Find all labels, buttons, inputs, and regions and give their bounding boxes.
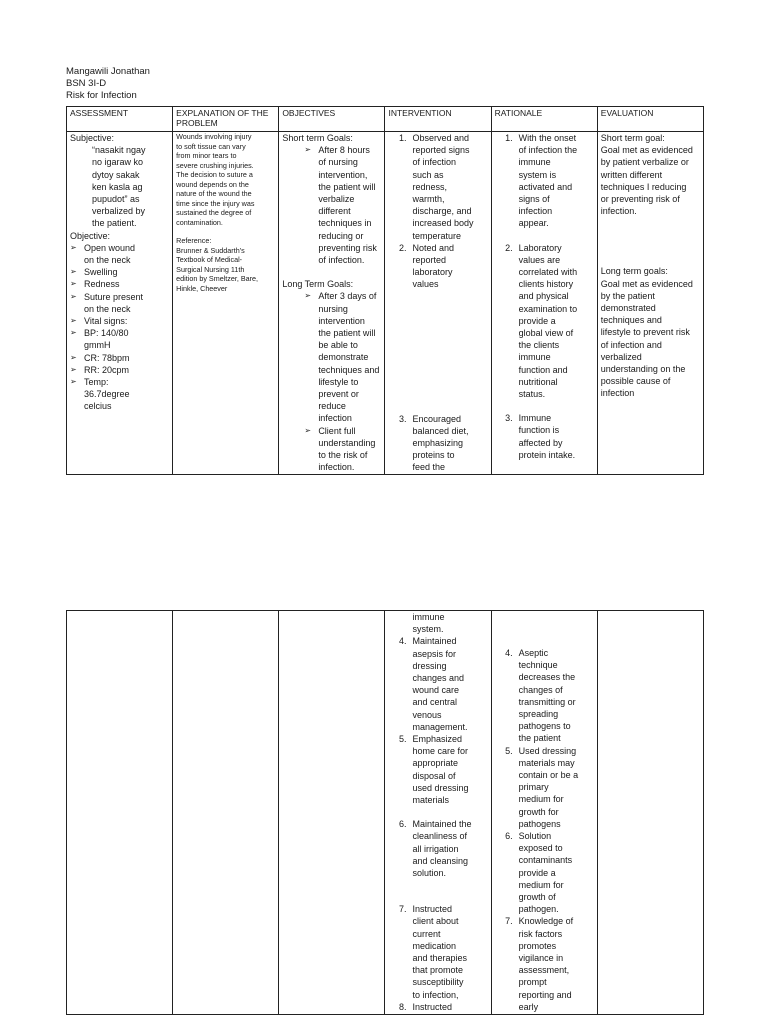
eval-long-line: techniques and <box>600 315 662 326</box>
objective-item <box>70 291 169 315</box>
rationale-item <box>495 745 594 830</box>
reference-line: Textbook of Medical- <box>176 255 243 264</box>
intervention-item-line: materials <box>412 795 449 806</box>
explanation-line: from minor tears to <box>176 151 237 160</box>
intervention-item-line: of infection <box>412 157 456 168</box>
short-goal-item-line: of infection. <box>318 255 365 266</box>
objective-item-line: Redness <box>84 279 120 290</box>
rationale-item-line: primary <box>518 782 549 793</box>
objective-label: Objective: <box>70 230 111 241</box>
objective-item-line: 36.7degree <box>84 389 130 400</box>
long-goal-item-line: the patient will <box>318 328 376 339</box>
subjective-line: pupudot” as <box>92 194 140 205</box>
intervention-item-line: client about <box>412 916 459 927</box>
assessment-cell <box>67 132 173 475</box>
nursing-diagnosis: Risk for Infection <box>66 90 137 101</box>
care-plan-table-page2 <box>66 610 704 1015</box>
short-goal-item <box>304 144 381 266</box>
rationale-item-line: technique <box>518 660 558 671</box>
intervention-item-line: cleanliness of <box>412 831 468 842</box>
reference-label: Reference: <box>176 236 212 245</box>
rationale-item-line: medium for <box>518 879 564 890</box>
eval-long-line: lifestyle to prevent risk <box>600 327 690 338</box>
long-goal-item-line: understanding <box>318 437 376 448</box>
short-goal-item-line: preventing risk <box>318 242 377 253</box>
eval-long-line: understanding on the <box>600 364 686 375</box>
objective-item-line: CR: 78bpm <box>84 352 130 363</box>
rationale-item-line: correlated with <box>518 267 578 278</box>
explanation-cell-cont <box>173 611 279 1015</box>
rationale-item <box>495 412 594 461</box>
intervention-item-line: proteins to <box>412 450 455 461</box>
rationale-item-line: infection <box>518 206 553 217</box>
rationale-item-line: provide a <box>518 867 556 878</box>
explanation-line: nature of the wound the <box>176 189 252 198</box>
objective-item-line: Temp: <box>84 377 109 388</box>
student-name: Mangawili Jonathan <box>66 66 150 77</box>
eval-long-line: by the patient <box>600 290 655 301</box>
rationale-item-number: 5. <box>505 745 513 756</box>
column-header-rationale: RATIONALE <box>491 107 597 132</box>
long-goal-item-line: Client full <box>318 425 356 436</box>
rationale-item-line: Knowledge of <box>518 916 574 927</box>
rationale-item-line: With the onset <box>518 133 577 143</box>
rationale-item-line: medium for <box>518 794 564 805</box>
intervention-item-line: reported <box>412 255 446 266</box>
eval-long-line: demonstrated <box>600 303 656 314</box>
eval-long-line: infection <box>600 388 635 399</box>
intervention-item-line: appropriate <box>412 758 459 769</box>
eval-short-line: or preventing risk of <box>600 194 680 205</box>
intervention-item-line: venous <box>412 709 442 720</box>
long-goal-item <box>304 425 381 474</box>
rationale-item-line: nutritional <box>518 376 558 387</box>
eval-short-line: infection. <box>600 206 637 217</box>
rationale-item-line: reporting and <box>518 989 572 1000</box>
rationale-item-line: signs of <box>518 194 550 205</box>
rationale-item-line: and physical <box>518 291 569 302</box>
student-section: BSN 3I-D <box>66 78 107 89</box>
arrow-bullet-icon: ➢ <box>70 377 77 387</box>
short-goal-item-line: techniques in <box>318 218 372 229</box>
long-goal-item-line: techniques and <box>318 364 380 375</box>
rationale-item-number: 4. <box>505 648 513 658</box>
eval-long-label: Long term goals: <box>600 266 668 277</box>
long-term-goals-label: Long Term Goals: <box>282 279 354 290</box>
rationale-item-line: appear. <box>518 218 549 229</box>
intervention-item-line: solution. <box>412 868 446 879</box>
rationale-item-line: growth of <box>518 892 556 903</box>
explanation-line: The decision to suture a <box>176 170 253 179</box>
objective-item <box>70 315 169 327</box>
eval-long-line: possible cause of <box>600 376 671 387</box>
intervention-item-line: increased body <box>412 218 474 229</box>
intervention-item-number: 7. <box>398 904 407 915</box>
short-term-goals-list <box>282 144 381 266</box>
rationale-item-line: vigilance in <box>518 953 564 964</box>
short-goal-item-line: of nursing <box>318 157 358 168</box>
rationale-item-line: growth for <box>518 806 559 817</box>
intervention-item <box>388 733 487 806</box>
objective-item-line: Suture present <box>84 291 144 302</box>
eval-short-text <box>601 144 700 217</box>
explanation-line: sustained the degree of <box>176 208 252 217</box>
arrow-bullet-icon: ➢ <box>70 279 77 289</box>
rationale-item-line: clients history <box>518 279 574 290</box>
intervention-item-line: that promote <box>412 965 463 976</box>
evaluation-cell-cont <box>597 611 703 1015</box>
rationale-item <box>495 242 594 401</box>
intervention-item-number: 4. <box>398 636 407 647</box>
rationale-item-line: exposed to <box>518 843 563 854</box>
intervention-item-number: 2. <box>398 242 407 253</box>
short-goal-item-line: different <box>318 206 351 217</box>
intervention-cont-line: immune <box>412 612 445 622</box>
intervention-item-line: temperature <box>412 230 461 241</box>
intervention-item-line: feed the <box>412 462 445 473</box>
reference-line: Brunner & Suddarth’s <box>176 245 245 255</box>
intervention-item-line: reported signs <box>412 145 470 156</box>
intervention-item-line: and central <box>412 697 457 708</box>
long-goal-item-line: intervention <box>318 315 365 326</box>
rationale-item-line: Laboratory <box>518 242 562 253</box>
column-header-assessment: ASSESSMENT <box>67 107 173 132</box>
long-goal-item <box>304 290 381 424</box>
column-header-explanation: EXPLANATION OF THE PROBLEM <box>173 107 279 132</box>
arrow-bullet-icon: ➢ <box>70 242 77 252</box>
explanation-line: Wounds involving injury <box>176 132 252 141</box>
intervention-item-number: 5. <box>398 734 407 745</box>
rationale-item-line: materials may <box>518 757 575 768</box>
eval-long-line: verbalized <box>600 351 642 362</box>
intervention-item <box>388 413 487 474</box>
reference-line: Surgical Nursing 11th <box>176 264 245 274</box>
intervention-item-line: susceptibility <box>412 977 464 988</box>
arrow-bullet-icon: ➢ <box>70 328 77 338</box>
rationale-item <box>495 830 594 915</box>
rationale-item-line: of infection the <box>518 145 578 156</box>
intervention-item-number: 3. <box>398 413 407 424</box>
rationale-item <box>495 132 594 230</box>
objective-item-line: gmmH <box>84 340 111 351</box>
long-goal-item-line: demonstrate <box>318 352 369 363</box>
rationale-item-line: pathogen. <box>518 904 559 915</box>
rationale-item-line: function and <box>518 364 568 375</box>
rationale-item <box>495 647 594 745</box>
assessment-cell-cont <box>67 611 173 1015</box>
objective-item-line: RR: 20cpm <box>84 364 130 375</box>
subjective-text <box>70 144 169 229</box>
subjective-line: “nasakit ngay <box>92 145 146 156</box>
rationale-item-line: risk factors <box>518 928 563 939</box>
intervention-cell <box>385 132 491 475</box>
subjective-label: Subjective: <box>70 133 115 143</box>
intervention-item-line: Observed and <box>412 133 470 143</box>
explanation-line: wound depends on the <box>176 179 249 189</box>
intervention-item-line: such as <box>412 169 444 180</box>
arrow-bullet-icon: ➢ <box>304 291 312 301</box>
column-header-intervention: INTERVENTION <box>385 107 491 132</box>
long-goal-item-line: lifestyle to <box>318 376 359 387</box>
objectives-cell <box>279 132 385 475</box>
intervention-item-number: 8. <box>398 1001 407 1012</box>
intervention-item-line: asepsis for <box>412 648 456 659</box>
arrow-bullet-icon: ➢ <box>70 352 77 362</box>
rationale-item-line: the patient <box>518 733 561 744</box>
rationale-item-number: 2. <box>505 242 513 253</box>
intervention-item-line: management. <box>412 721 468 732</box>
intervention-item <box>388 132 487 242</box>
intervention-cell-cont <box>385 611 491 1015</box>
objectives-cell-cont <box>279 611 385 1015</box>
eval-long-line: Goal met as evidenced <box>600 278 693 289</box>
rationale-item-number: 6. <box>505 831 513 842</box>
intervention-item-line: used dressing <box>412 782 469 793</box>
short-goal-item-line: the patient will <box>318 181 376 192</box>
rationale-cell <box>491 132 597 475</box>
evaluation-cell <box>597 132 703 475</box>
rationale-item-line: Used dressing <box>518 745 577 756</box>
long-goal-item-line: prevent or <box>318 389 359 400</box>
short-goal-item-line: verbalize <box>318 194 355 205</box>
rationale-item-line: activated and <box>518 181 573 192</box>
rationale-item-line: contaminants <box>518 855 573 866</box>
intervention-item-line: Noted and <box>412 242 455 253</box>
intervention-item-line: changes and <box>412 673 465 684</box>
intervention-item-line: and therapies <box>412 953 468 964</box>
intervention-item-line: emphasizing <box>412 438 463 449</box>
rationale-item-line: immune <box>518 352 551 363</box>
rationale-item <box>495 915 594 1013</box>
rationale-item-line: global view of <box>518 328 574 339</box>
objective-item <box>70 327 169 351</box>
intervention-item-line: Instructed <box>412 904 452 915</box>
intervention-item-line: Instructed <box>412 1001 452 1012</box>
eval-short-label: Short term goal: <box>600 133 665 143</box>
document-header <box>66 66 150 102</box>
intervention-item-number: 1. <box>398 133 407 143</box>
intervention-item <box>388 818 487 879</box>
rationale-item-line: transmitting or <box>518 696 576 707</box>
objective-item <box>70 376 169 413</box>
intervention-item-number: 6. <box>398 819 407 830</box>
rationale-item-line: early <box>518 1001 539 1012</box>
rationale-item-number: 1. <box>505 133 513 143</box>
arrow-bullet-icon: ➢ <box>70 291 77 301</box>
rationale-item-line: the clients <box>518 340 560 351</box>
rationale-item-line: Aseptic <box>518 648 549 658</box>
subjective-line: dytoy sakak <box>92 169 140 180</box>
rationale-item-line: changes of <box>518 684 563 695</box>
eval-short-line: Goal met as evidenced <box>600 145 693 156</box>
intervention-item <box>388 242 487 291</box>
subjective-line: ken kasla ag <box>92 181 143 192</box>
short-goal-item-line: reducing or <box>318 230 364 241</box>
reference-line: edition by Smeltzer, Bare, <box>176 274 259 283</box>
rationale-item-line: Solution <box>518 831 552 842</box>
explanation-cell <box>173 132 279 475</box>
intervention-item-line: values <box>412 279 439 290</box>
eval-short-line: techniques I reducing <box>600 181 687 192</box>
objective-item-line: on the neck <box>84 303 131 314</box>
objective-item <box>70 352 169 364</box>
reference-text <box>176 246 275 294</box>
long-goal-item-line: infection <box>318 413 352 424</box>
objective-item <box>70 266 169 278</box>
objective-item-line: Swelling <box>84 267 118 278</box>
rationale-item-line: assessment, <box>518 965 570 976</box>
column-header-evaluation: EVALUATION <box>597 107 703 132</box>
long-goal-item-line: nursing <box>318 303 348 314</box>
intervention-item-line: dressing <box>412 660 447 671</box>
explanation-line: severe crushing injuries. <box>176 160 254 170</box>
long-goal-item-line: be able to <box>318 340 358 351</box>
long-term-goals-list <box>282 290 381 473</box>
intervention-item-line: and cleansing <box>412 855 469 866</box>
rationale-item-line: examination to <box>518 303 578 314</box>
intervention-item-line: laboratory <box>412 267 453 278</box>
intervention-cont-line: system. <box>412 624 444 635</box>
intervention-item-line: warmth, <box>412 194 445 205</box>
explanation-line: contamination. <box>176 217 223 227</box>
rationale-item-line: pathogens <box>518 818 561 829</box>
column-header-objectives: OBJECTIVES <box>279 107 385 132</box>
intervention-item-line: medication <box>412 940 456 951</box>
rationale-item-line: protein intake. <box>518 449 576 460</box>
rationale-item-line: spreading <box>518 709 559 720</box>
objective-item-line: on the neck <box>84 255 131 266</box>
explanation-line: to soft tissue can vary <box>176 141 246 151</box>
rationale-item-line: values are <box>518 254 561 265</box>
intervention-item-line: home care for <box>412 746 468 757</box>
objective-item <box>70 364 169 376</box>
short-goal-item-line: intervention, <box>318 169 368 180</box>
care-plan-table-page1 <box>66 106 704 475</box>
long-goal-item-line: reduce <box>318 401 346 412</box>
eval-long-line: of infection and <box>600 339 662 350</box>
rationale-item-line: system is <box>518 169 557 180</box>
objective-list <box>70 242 169 413</box>
intervention-item-line: Emphasized <box>412 734 462 745</box>
arrow-bullet-icon: ➢ <box>70 316 77 326</box>
explanation-text <box>176 132 275 227</box>
intervention-item-line: wound care <box>412 685 459 696</box>
long-goal-item-line: After 3 days of <box>318 291 377 302</box>
intervention-item-line: to infection, <box>412 989 459 1000</box>
intervention-item-line: Encouraged <box>412 413 462 424</box>
arrow-bullet-icon: ➢ <box>304 145 312 155</box>
rationale-item-line: contain or be a <box>518 770 579 781</box>
arrow-bullet-icon: ➢ <box>304 425 312 435</box>
rationale-item-line: provide a <box>518 315 556 326</box>
rationale-item-number: 7. <box>505 916 513 927</box>
intervention-item-line: redness, <box>412 181 447 192</box>
subjective-line: verbalized by <box>92 206 146 217</box>
rationale-item-line: prompt <box>518 977 547 988</box>
intervention-item-line: current <box>412 928 441 939</box>
rationale-item-number: 3. <box>505 413 513 424</box>
arrow-bullet-icon: ➢ <box>70 267 77 277</box>
intervention-item-line: all irrigation <box>412 843 459 854</box>
rationale-cell-cont <box>491 611 597 1015</box>
objective-item-line: celcius <box>84 401 112 412</box>
rationale-item-line: Immune <box>518 413 552 424</box>
objective-item-line: Open wound <box>84 242 136 253</box>
arrow-bullet-icon: ➢ <box>70 364 77 374</box>
intervention-item-line: discharge, and <box>412 206 472 217</box>
rationale-item-line: affected by <box>518 437 563 448</box>
rationale-item-line: status. <box>518 389 546 400</box>
intervention-item <box>388 635 487 733</box>
intervention-item-line: balanced diet, <box>412 425 469 436</box>
rationale-item-line: immune <box>518 157 551 168</box>
intervention-item-line: Maintained the <box>412 819 472 830</box>
eval-long-text <box>601 278 700 400</box>
long-goal-item-line: to the risk of <box>318 450 368 461</box>
long-goal-item-line: infection. <box>318 462 355 473</box>
subjective-line: the patient. <box>92 218 137 229</box>
objective-item <box>70 278 169 290</box>
objective-item <box>70 242 169 266</box>
intervention-item-line: disposal of <box>412 770 456 781</box>
rationale-item-line: function is <box>518 425 560 436</box>
subjective-line: no igaraw ko <box>92 157 144 168</box>
objective-item-line: Vital signs: <box>84 316 128 327</box>
eval-short-line: written different <box>600 169 663 180</box>
objective-item-line: BP: 140/80 <box>84 328 129 339</box>
intervention-item <box>388 903 487 1001</box>
short-term-goals-label: Short term Goals: <box>282 133 353 143</box>
explanation-line: time since the injury was <box>176 198 255 208</box>
reference-line: Hinkle, Cheever <box>176 283 228 293</box>
intervention-item-line: Maintained <box>412 636 457 647</box>
rationale-item-line: decreases the <box>518 672 576 683</box>
rationale-item-line: pathogens to <box>518 721 571 732</box>
intervention-item <box>388 1001 487 1013</box>
short-goal-item-line: After 8 hours <box>318 145 370 156</box>
rationale-item-line: promotes <box>518 940 557 951</box>
eval-short-line: by patient verbalize or <box>600 157 689 168</box>
